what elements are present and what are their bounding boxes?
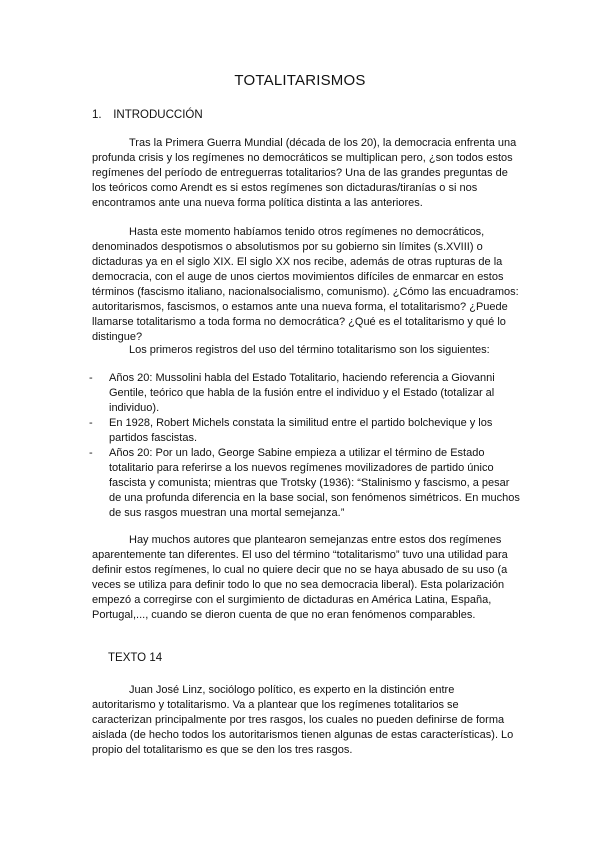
- paragraph-3-text: Los primeros registros del uso del término totalitarismo son los siguientes:: [129, 344, 490, 356]
- section-heading-text: INTRODUCCIÓN: [113, 109, 203, 121]
- paragraph-3: [92, 343, 520, 358]
- bullet-list: [89, 371, 522, 521]
- list-item-text: Años 20: Por un lado, George Sabine empieza a utilizar el término de Estado totalitario para referirse a los nuevos regímenes movilizadores de partido único fascista y comunista; mientras que Trotsky (1936): “Stalinismo y fascismo, a pesar de una profunda diferencia en la base social, son fenómenos simétricos. En muchos de sus rasgos muestran una mortal semejanza.”: [109, 447, 520, 519]
- list-item: [89, 416, 522, 446]
- paragraph-5-text: Juan José Linz, sociólogo político, es experto en la distinción entre autoritarismo y totalitarismo. Va a plantear que los regímenes totalitarios se caracterizan principalmente por tres rasgos, los cuales no pueden definirse de forma aislada (de hecho todos los autoritarismos tienen algunas de estas características). Lo propio del totalitarismo es que se den los tres rasgos.: [92, 684, 514, 756]
- paragraph-2: [92, 225, 520, 345]
- bullet-marker: -: [89, 447, 93, 459]
- paragraph-1-text: Tras la Primera Guerra Mundial (década de los 20), la democracia enfrenta una profunda crisis y los regímenes no democráticos se multiplican pero, ¿son todos estos regímenes del período de entreguerras totalitarios? Una de las grandes preguntas de los teóricos como Arendt es si estos regímenes son dictaduras/tiranías o si nos encontramos ante una nueva forma política distinta a las anteriores.: [92, 137, 517, 209]
- section-heading: [92, 109, 203, 121]
- paragraph-4-text: Hay muchos autores que plantearon semejanzas entre estos dos regímenes aparentemente tan diferentes. El uso del término “totalitarismo” tuvo una utilidad para definir estos regímenes, lo cual no quiere decir que no se haya abusado de su uso (a veces se utiliza para definir todo lo que no sea democracia liberal). Esta polarización empezó a corregirse con el surgimiento de dictaduras en América Latina, España, Portugal,..., cuando se dieron cuenta de que no eran fenómenos comparables.: [92, 534, 508, 621]
- paragraph-1: [92, 136, 520, 211]
- paragraph-4: [92, 533, 520, 623]
- list-item: [89, 371, 522, 416]
- texto-label: TEXTO 14: [108, 652, 163, 664]
- section-number: 1.: [92, 109, 102, 121]
- bullet-marker: -: [89, 417, 93, 429]
- bullet-marker: -: [89, 372, 93, 384]
- list-item: [89, 446, 522, 521]
- list-item-text: Años 20: Mussolini habla del Estado Totalitario, haciendo referencia a Giovanni Gentile, teórico que habla de la fusión entre el individuo y el Estado (totalizar al individuo).: [109, 372, 495, 414]
- list-item-text: En 1928, Robert Michels constata la similitud entre el partido bolchevique y los partidos fascistas.: [109, 417, 493, 444]
- paragraph-5: [92, 683, 520, 758]
- paragraph-2-text: Hasta este momento habíamos tenido otros regímenes no democráticos, denominados despotismos o absolutismos por su gobierno sin límites (s.XVIII) o dictaduras ya en el siglo XIX. El siglo XX nos recibe, además de otras rupturas de la democracia, con el auge de unos ciertos movimientos difíciles de enmarcar en estos términos (fascismo italiano, nacionalsocialismo, comunismo). ¿Cómo las encuadramos: autoritarismos, fascismos, o estamos ante una nueva forma, el totalitarismo? ¿Puede llamarse totalitarismo a toda forma no democrática? ¿Qué es el totalitarismo y qué lo distingue?: [92, 226, 519, 343]
- document-title: TOTALITARISMOS: [234, 72, 366, 89]
